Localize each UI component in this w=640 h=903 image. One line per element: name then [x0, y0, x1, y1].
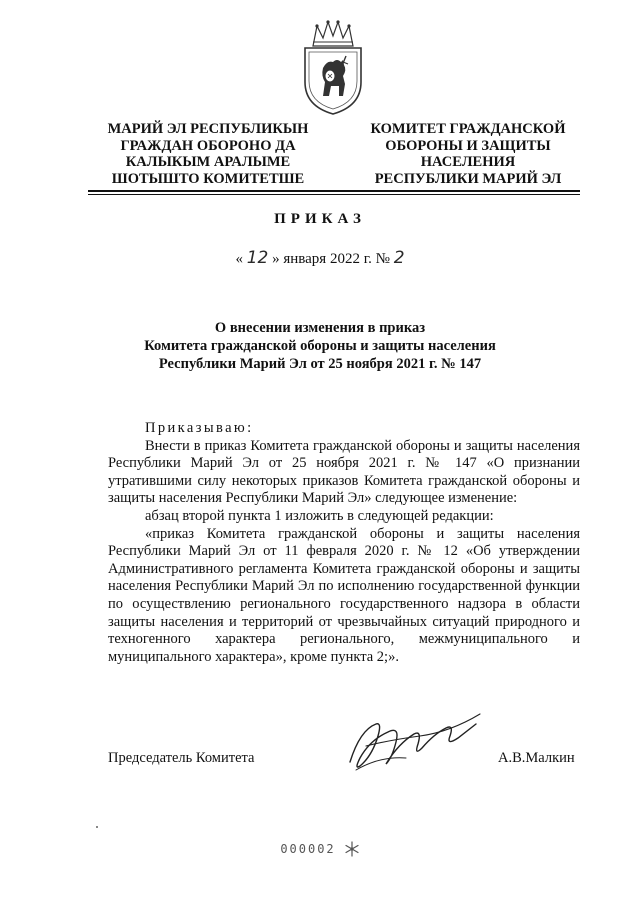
header-divider-thin [88, 194, 580, 195]
header-line: ОБОРОНЫ И ЗАЩИТЫ [385, 137, 551, 154]
date-month-year: » января 2022 г. № [272, 251, 390, 267]
subject-line: О внесении изменения в приказ [214, 320, 426, 336]
date-quote-open: « [235, 251, 243, 267]
scan-artifact [96, 826, 98, 828]
document-date-line [0, 248, 640, 268]
header-line: КАЛЫКЫМ АРАЛЫМЕ [125, 154, 291, 170]
header-line: КОМИТЕТ ГРАЖДАНСКОЙ [370, 121, 566, 137]
date-day-handwritten: 12 [246, 248, 269, 268]
header-divider-thick [88, 190, 580, 192]
header-line: НАСЕЛЕНИЯ [420, 154, 516, 170]
header-russian-name [348, 121, 588, 187]
document-body [108, 420, 580, 666]
header-mari-name [88, 121, 328, 187]
header-line: МАРИЙ ЭЛ РЕСПУБЛИКЫН [107, 121, 309, 137]
body-paragraph: «приказ Комитета гражданской обороны и защиты населения Республики Марий Эл от 11 февраля 2020 г. № 12 «Об утверждении Административного регламента Комитета гражданской обороны и защиты населения Республики Марий Эл по исполнению государственной функции по осуществлению регионального государственного надзора в области защиты населения и территорий от чрезвычайных ситуаций природного и техногенного характера регионального, межмуниципального и муниципального характера», кроме пункта 2;». [108, 525, 580, 665]
mari-el-coat-of-arms-icon [299, 20, 367, 116]
order-word: Приказываю: [145, 420, 254, 436]
document-type: ПРИКАЗ [274, 211, 366, 227]
header-line: ГРАЖДАН ОБОРОНО ДА [120, 137, 296, 154]
snowflake-stamp-icon [344, 841, 360, 857]
body-paragraph: Внести в приказ Комитета гражданской обороны и защиты населения Республики Марий Эл от 25 ноября 2021 г. № 147 «О признании утратившими силу некоторых приказов Комитета гражданской обороны и защиты населения Республики Марий Эл» следующее изменение: [108, 437, 580, 507]
serial-number-block [0, 840, 640, 858]
handwritten-signature [330, 700, 490, 780]
document-subject [0, 319, 640, 373]
header-line: ШОТЫШТО КОМИТЕТШЕ [111, 170, 305, 187]
body-paragraph: абзац второй пункта 1 изложить в следующей редакции: [145, 507, 494, 524]
serial-number: 000002 [280, 842, 336, 856]
subject-line: Комитета гражданской обороны и защиты населения [144, 338, 496, 354]
header-line: РЕСПУБЛИКИ МАРИЙ ЭЛ [374, 170, 562, 187]
document-number-handwritten: 2 [393, 248, 405, 268]
subject-line: Республики Марий Эл от 25 ноября 2021 г. № 147 [158, 356, 482, 372]
signatory-title: Председатель Комитета [108, 750, 255, 766]
signatory-name: А.В.Малкин [498, 750, 575, 766]
